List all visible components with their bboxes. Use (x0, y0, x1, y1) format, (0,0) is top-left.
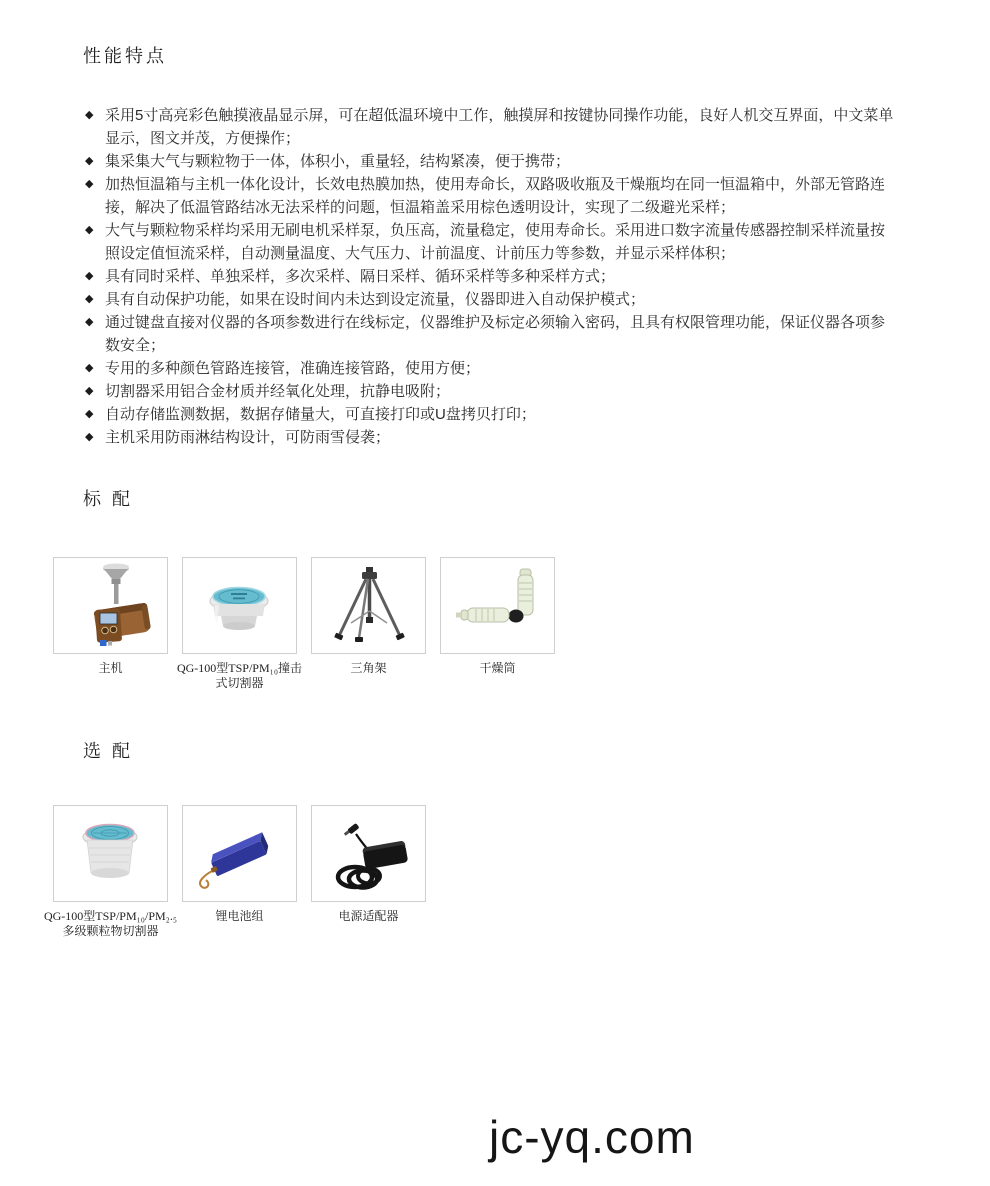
feature-text: 具有同时采样、单独采样，多次采样、隔日采样、循环采样等多种采样方式； (105, 268, 616, 285)
product-label: 干燥筒 (479, 661, 516, 675)
standard-products-row (53, 557, 990, 691)
feature-item (85, 380, 897, 403)
feature-item (85, 173, 897, 219)
diamond-bullet-icon: ◆ (85, 362, 94, 374)
product-label: 主机 (98, 661, 123, 675)
product-card-tripod (311, 557, 426, 691)
impact-cutter-illustration (184, 559, 295, 652)
product-card-multi-stage-cutter (43, 805, 178, 939)
product-card-drying-cylinder (440, 557, 555, 691)
feature-text: 专用的多种颜色管路连接管，准确连接管路，使用方便； (105, 360, 481, 377)
feature-item (85, 426, 897, 449)
feature-text: 主机采用防雨淋结构设计，可防雨雪侵袭； (105, 429, 391, 446)
product-label: QG-100型TSP/PM₁₀/PM₂.₅ 多级颗粒物切割器 (43, 909, 178, 938)
product-label: 三角架 (350, 661, 387, 675)
optional-products-row (43, 805, 990, 939)
feature-item (85, 288, 897, 311)
diamond-bullet-icon: ◆ (85, 408, 94, 420)
lithium-battery-illustration (184, 807, 295, 900)
product-card-main-unit (53, 557, 168, 691)
optional-config-title: 选 配 (83, 741, 134, 761)
footer-domain-text: jc-yq.com (489, 1111, 695, 1163)
product-image-box (440, 557, 555, 654)
diamond-bullet-icon: ◆ (85, 155, 94, 167)
feature-item (85, 219, 897, 265)
diamond-bullet-icon: ◆ (85, 385, 94, 397)
power-adapter-illustration (313, 807, 424, 900)
feature-item (85, 357, 897, 380)
standard-config-title: 标 配 (83, 489, 134, 509)
features-title: 性能特点 (83, 46, 167, 66)
product-image-box (53, 557, 168, 654)
diamond-bullet-icon: ◆ (85, 224, 94, 236)
tripod-illustration (313, 559, 424, 652)
product-image-box (53, 805, 168, 902)
product-label: 电源适配器 (338, 909, 399, 923)
product-card-impact-cutter (176, 557, 303, 691)
product-image-box (182, 557, 297, 654)
feature-text: 大气与颗粒物采样均采用无刷电机采样泵，负压高，流量稳定，使用寿命长。采用进口数字流量传感器控制采样流量按照设定值恒流采样，自动测量温度、大气压力、计前温度、计前压力等参数，并显示采样体积； (105, 222, 886, 262)
feature-text: 采用5寸高亮彩色触摸液晶显示屏，可在超低温环境中工作，触摸屏和按键协同操作功能，良好人机交互界面，中文菜单显示，图文并茂，方便操作； (105, 107, 894, 147)
drying-cylinder-illustration (442, 559, 553, 652)
feature-text: 通过键盘直接对仪器的各项参数进行在线标定，仪器维护及标定必须输入密码，且具有权限管理功能，保证仪器各项参数安全； (105, 314, 886, 354)
product-image-box (311, 557, 426, 654)
feature-item (85, 311, 897, 357)
product-card-power-adapter (311, 805, 426, 939)
product-image-box (182, 805, 297, 902)
feature-text: 切割器采用铝合金材质并经氧化处理，抗静电吸附； (105, 383, 451, 400)
main-unit-illustration (55, 559, 166, 652)
diamond-bullet-icon: ◆ (85, 431, 94, 443)
product-label: 锂电池组 (215, 909, 264, 923)
product-card-lithium-battery (182, 805, 297, 939)
features-list (85, 104, 897, 449)
feature-text: 加热恒温箱与主机一体化设计，长效电热膜加热，使用寿命长，双路吸收瓶及干燥瓶均在同一恒温箱中，外部无管路连接，解决了低温管路结冰无法采样的问题，恒温箱盖采用棕色透明设计，实现了二级避光采样； (105, 176, 886, 216)
diamond-bullet-icon: ◆ (85, 270, 94, 282)
diamond-bullet-icon: ◆ (85, 109, 94, 121)
diamond-bullet-icon: ◆ (85, 316, 94, 328)
feature-item (85, 150, 897, 173)
feature-text: 具有自动保护功能，如果在设时间内未达到设定流量，仪器即进入自动保护模式； (105, 291, 646, 308)
diamond-bullet-icon: ◆ (85, 293, 94, 305)
feature-item (85, 104, 897, 150)
document-page (0, 42, 990, 1186)
product-image-box (311, 805, 426, 902)
multi-stage-cutter-illustration (55, 807, 166, 900)
feature-text: 自动存储监测数据，数据存储量大，可直接打印或U盘拷贝打印； (105, 406, 536, 423)
feature-item (85, 403, 897, 426)
product-label: QG-100型TSP/PM₁₀撞击式切割器 (176, 661, 303, 690)
diamond-bullet-icon: ◆ (85, 178, 94, 190)
feature-text: 集采集大气与颗粒物于一体，体积小，重量轻，结构紧凑，便于携带； (105, 153, 571, 170)
feature-item (85, 265, 897, 288)
